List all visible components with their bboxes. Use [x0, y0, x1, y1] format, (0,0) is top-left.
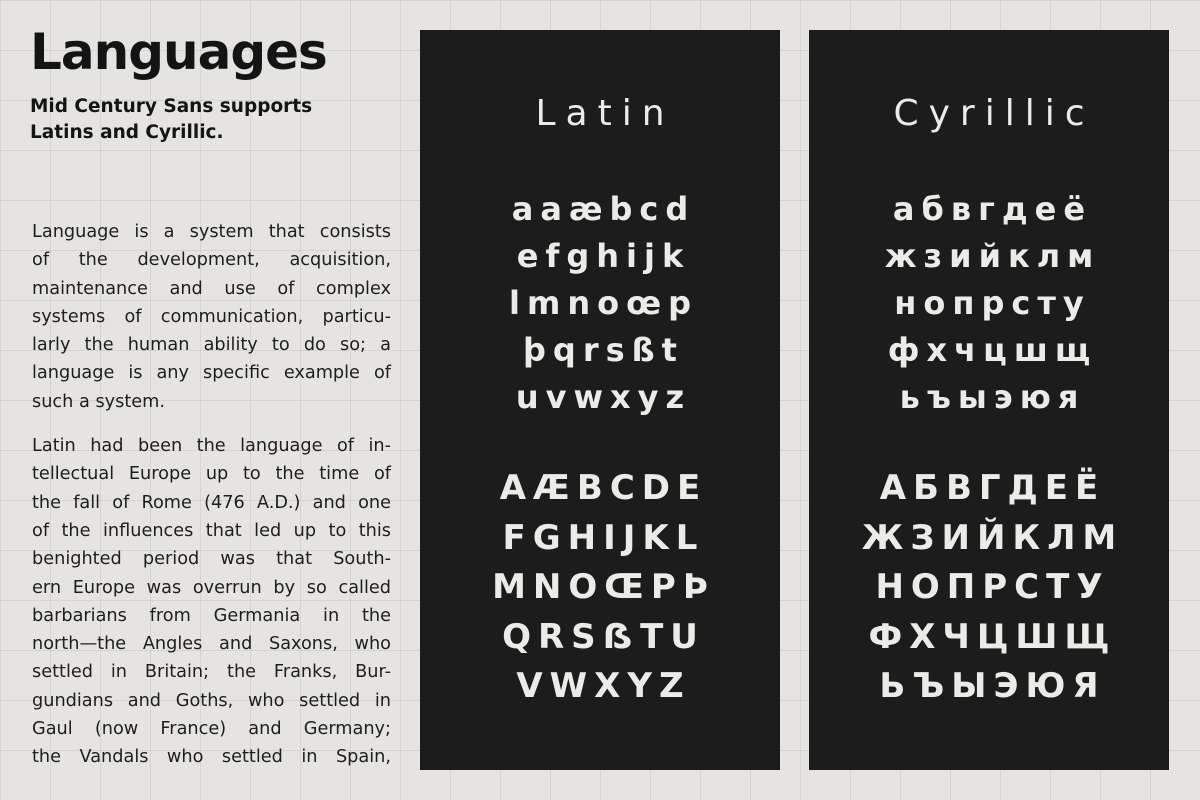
glyph-row: VWXYZ: [516, 666, 691, 706]
glyph-row: абвгдеё: [892, 190, 1093, 228]
paragraph-line: the fall of Rome (476 A.D.) and one: [32, 492, 391, 513]
paragraph-line: Gaul (now France) and Germany;: [32, 719, 391, 740]
paragraph-line: such a system.: [32, 391, 166, 412]
glyph-row: НОПРСТУ: [875, 567, 1110, 607]
latin-panel: [420, 30, 780, 770]
glyph-row: uvwxyz: [515, 378, 692, 416]
glyph-row: нопрсту: [894, 284, 1091, 322]
paragraph-line: of the influences that led up to this: [32, 520, 391, 541]
cyrillic-heading: Cyrillic: [893, 93, 1095, 134]
glyph-row: фхчцшщ: [887, 331, 1098, 369]
glyph-row: АБВГДЕЁ: [879, 468, 1106, 508]
glyph-row: ЖЗИЙКЛМ: [861, 517, 1124, 558]
glyph-row: QRSẞTU: [502, 616, 705, 657]
latin-uppercase-glyphs: [420, 464, 780, 712]
subtitle-line: Latins and Cyrillic.: [30, 122, 224, 143]
cyrillic-uppercase-glyphs: [809, 464, 1169, 712]
paragraph-latin-history: [32, 432, 391, 772]
paragraph-line: systems of communication, particu-: [32, 306, 391, 327]
paragraph-line: north—the Angles and Saxons, who: [32, 634, 391, 655]
glyph-row: efghijk: [516, 237, 691, 275]
latin-lowercase-glyphs: [420, 186, 780, 421]
cyrillic-panel: [809, 30, 1169, 770]
glyph-row: FGHIJKL: [502, 517, 705, 558]
paragraph-line: of the development, acquisition,: [32, 250, 391, 271]
intro-section: [30, 22, 392, 146]
subtitle: [30, 94, 392, 146]
glyph-row: þqrsßt: [523, 331, 684, 369]
glyph-row: жзийклм: [884, 237, 1101, 275]
page-title: Languages: [30, 23, 327, 81]
glyph-row: aaæbcd: [511, 190, 696, 228]
paragraph-line: settled in Britain; the Franks, Bur-: [32, 662, 391, 683]
paragraph-line: Language is a system that consists: [32, 222, 391, 242]
paragraph-line: language is any specific example of: [32, 363, 391, 384]
paragraph-line: maintenance and use of complex: [32, 278, 391, 299]
glyph-row: MNOŒPÞ: [492, 567, 715, 607]
glyph-row: ФХЧЦШЩ: [868, 616, 1117, 657]
paragraph-line: ern Europe was overrun by so called: [32, 577, 391, 598]
paragraph-line: the Vandals who settled in Spain,: [32, 747, 391, 768]
paragraph-line: benighted period was that South-: [32, 549, 391, 570]
paragraph-language: [32, 218, 391, 416]
body-text: [32, 218, 391, 772]
paragraph-line: barbarians from Germania in the: [32, 605, 391, 626]
glyph-row: ьъыэюя: [899, 378, 1086, 416]
subtitle-line: Mid Century Sans supports: [30, 96, 313, 117]
paragraph-line: Latin had been the language of in-: [32, 436, 391, 457]
glyph-row: AÆBCDE: [499, 468, 708, 508]
paragraph-line: tellectual Europe up to the time of: [32, 464, 391, 485]
latin-heading: Latin: [535, 93, 675, 134]
glyph-row: ЬЪЫЭЮЯ: [879, 666, 1106, 706]
glyph-row: lmnoœp: [509, 284, 698, 322]
cyrillic-lowercase-glyphs: [809, 186, 1169, 421]
paragraph-line: gundians and Goths, who settled in: [32, 690, 391, 711]
paragraph-line: larly the human ability to do so; a: [32, 335, 391, 356]
